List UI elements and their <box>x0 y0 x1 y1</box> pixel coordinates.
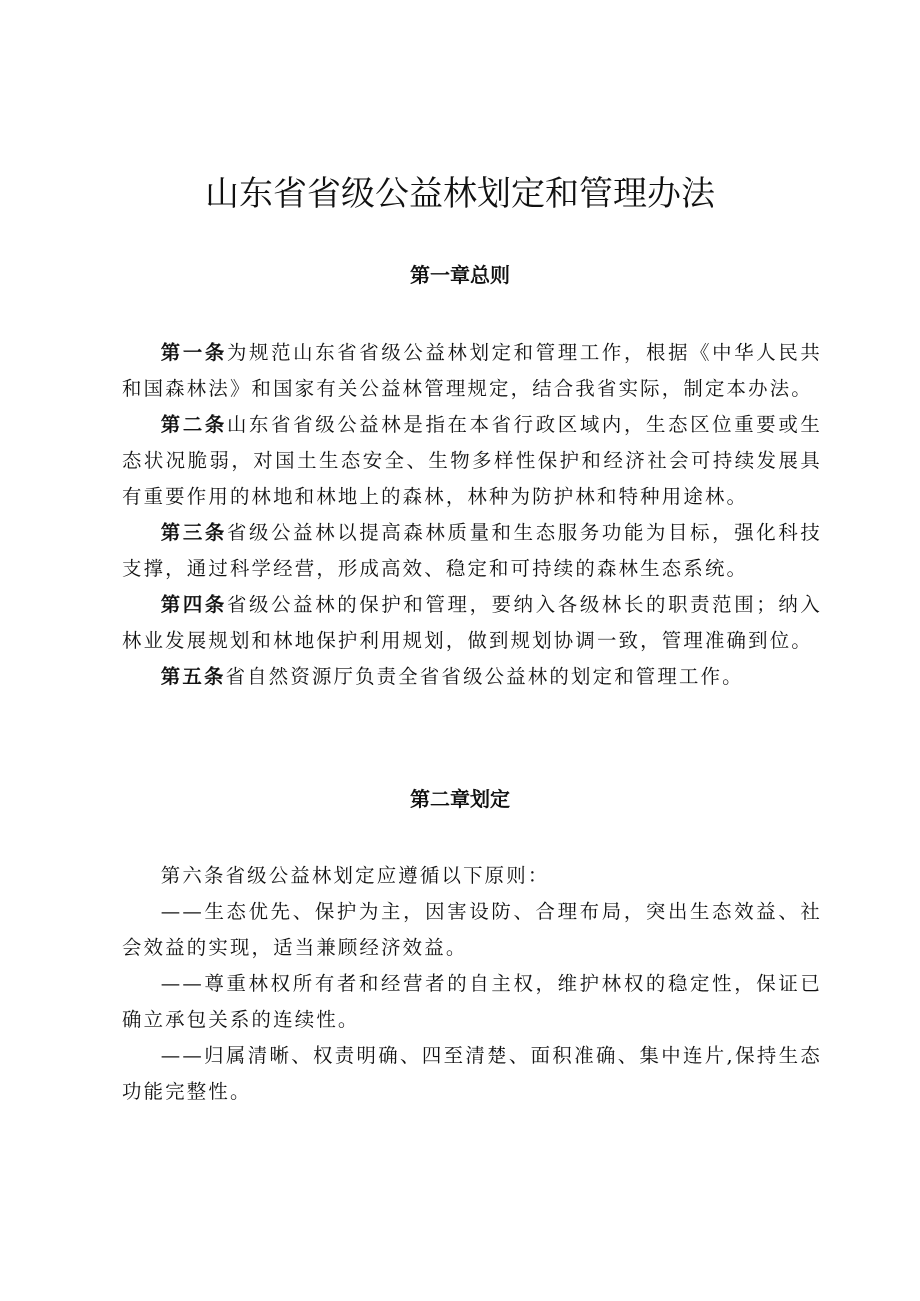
principle-1: ——生态优先、保护为主，因害设防、合理布局，突出生态效益、社会效益的实现，适当兼顾经济效益。 <box>122 900 822 959</box>
article-2 <box>122 407 822 515</box>
chapter-1-heading: 第一章总则 <box>410 263 510 287</box>
article-6-label: 第六条 <box>160 864 226 887</box>
chapter-2-body <box>122 858 822 1110</box>
article-5-text: 省自然资源厅负责全省省级公益林的划定和管理工作。 <box>225 665 744 688</box>
article-6 <box>122 858 822 894</box>
article-1-label: 第一条 <box>160 341 227 364</box>
article-5-label: 第五条 <box>160 665 226 688</box>
article-3 <box>122 515 822 587</box>
article-2-label: 第二条 <box>160 413 227 436</box>
document-title: 山东省省级公益林划定和管理办法 <box>205 174 715 214</box>
article-4-label: 第四条 <box>160 593 227 616</box>
article-3-label: 第三条 <box>160 521 227 544</box>
article-6-text: 省级公益林划定应遵循以下原则： <box>225 864 550 887</box>
chapter-1-body <box>122 335 822 695</box>
principle-2: ——尊重林权所有者和经营者的自主权，维护林权的稳定性，保证已确立承包关系的连续性。 <box>122 972 822 1031</box>
article-1-text: 为规范山东省省级公益林划定和管理工作，根据《中华人民共和国森林法》和国家有关公益林管理规定，结合我省实际，制定本办法。 <box>122 341 822 400</box>
article-1 <box>122 335 822 407</box>
article-4 <box>122 587 822 659</box>
principle-3: ——归属清晰、权责明确、四至清楚、面积准确、集中连片,保持生态功能完整性。 <box>122 1044 822 1103</box>
article-4-text: 省级公益林的保护和管理，要纳入各级林长的职责范围；纳入林业发展规划和林地保护利用规划，做到规划协调一致，管理准确到位。 <box>122 593 822 652</box>
article-5 <box>122 659 822 695</box>
chapter-2-heading: 第二章划定 <box>410 787 510 811</box>
article-3-text: 省级公益林以提高森林质量和生态服务功能为目标，强化科技支撑，通过科学经营，形成高效、稳定和可持续的森林生态系统。 <box>122 521 822 580</box>
article-2-text: 山东省省级公益林是指在本省行政区域内，生态区位重要或生态状况脆弱，对国土生态安全、生物多样性保护和经济社会可持续发展具有重要作用的林地和林地上的森林，林种为防护林和特种用途林。 <box>122 413 822 508</box>
